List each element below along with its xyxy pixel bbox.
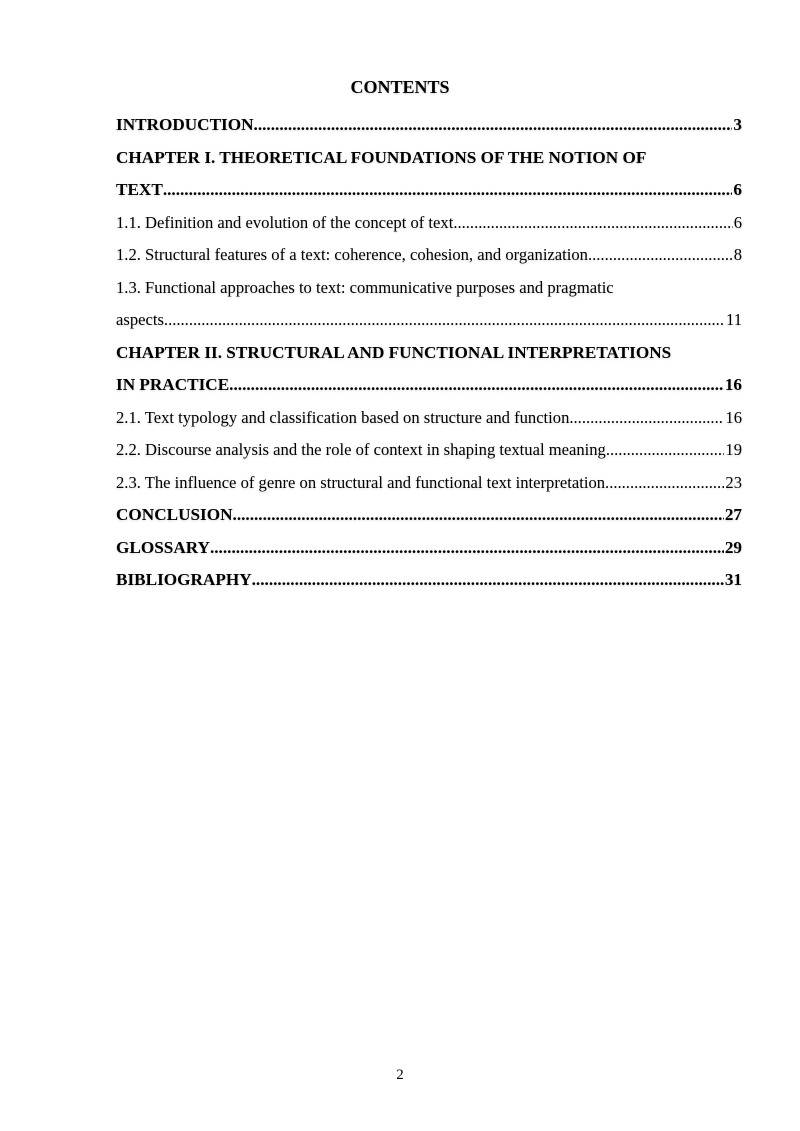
toc-leader-dots [605,467,724,500]
toc-leader-dots [210,532,724,565]
toc-page-number: 6 [733,180,742,199]
toc-entry-text: INTRODUCTION [116,115,254,134]
toc-entry-text: 1.1. Definition and evolution of the concept of text [116,212,454,232]
toc-page-number: 27 [724,505,742,524]
toc-page-number: 3 [733,115,742,134]
toc-leader-dots [588,239,733,272]
toc-page-number: 31 [724,570,742,589]
toc-entry-text: aspects [116,310,164,329]
toc-entry-2-3[interactable] [116,467,742,500]
toc-entry-2-1[interactable] [116,402,742,435]
toc-entry-2-2[interactable] [116,434,742,467]
toc-entry-text-line-1: 1.3. Functional approaches to text: communicative purposes and pragmatic [116,277,614,297]
toc-entry-conclusion[interactable] [116,499,742,532]
toc-leader-dots [164,304,725,337]
toc-page-number: 11 [726,310,742,329]
toc-page-number: 6 [733,212,742,232]
toc-leader-dots [254,109,733,142]
toc-page-number: 23 [725,472,742,492]
toc-entry-chapter-1[interactable] [116,142,742,207]
toc-entry-glossary[interactable] [116,532,742,565]
toc-page-number: 29 [724,537,742,557]
toc-leader-dots [163,174,733,207]
toc-entry-text: BIBLIOGRAPHY [116,570,252,589]
toc-entry-text: 2.1. Text typology and classification based on structure and function [116,407,570,427]
toc-entry-text: GLOSSARY [116,537,210,557]
table-of-contents [116,109,742,597]
toc-entry-text: CONCLUSION [116,505,233,524]
toc-page-number: 16 [725,407,742,427]
toc-entry-text: 2.3. The influence of genre on structural and functional text interpretation [116,472,606,492]
toc-entry-1-3[interactable] [116,272,742,337]
toc-entry-text: 1.2. Structural features of a text: coherence, cohesion, and organization [116,245,588,264]
toc-leader-dots [229,369,724,402]
page-number: 2 [396,1067,404,1083]
toc-entry-chapter-2[interactable] [116,337,742,402]
toc-leader-dots [569,402,724,435]
toc-leader-dots [233,499,724,532]
toc-page-number: 16 [724,375,742,394]
toc-entry-text: IN PRACTICE [116,375,230,394]
toc-leader-dots [606,434,725,467]
contents-heading: CONTENTS [350,77,450,97]
toc-entry-introduction[interactable] [116,109,742,142]
toc-entry-text: 2.2. Discourse analysis and the role of context in shaping textual meaning [116,440,606,459]
toc-entry-text-line-1: CHAPTER I. THEORETICAL FOUNDATIONS OF THE NOTION OF [116,147,647,167]
toc-leader-dots [252,564,724,597]
toc-page-number: 19 [725,440,742,459]
toc-entry-1-1[interactable] [116,207,742,240]
toc-leader-dots [453,207,732,240]
toc-entry-1-2[interactable] [116,239,742,272]
toc-entry-bibliography[interactable] [116,564,742,597]
toc-entry-text: TEXT [116,180,163,199]
toc-entry-text-line-1: CHAPTER II. STRUCTURAL AND FUNCTIONAL INTERPRETATIONS [116,342,672,362]
toc-page-number: 8 [733,245,742,264]
